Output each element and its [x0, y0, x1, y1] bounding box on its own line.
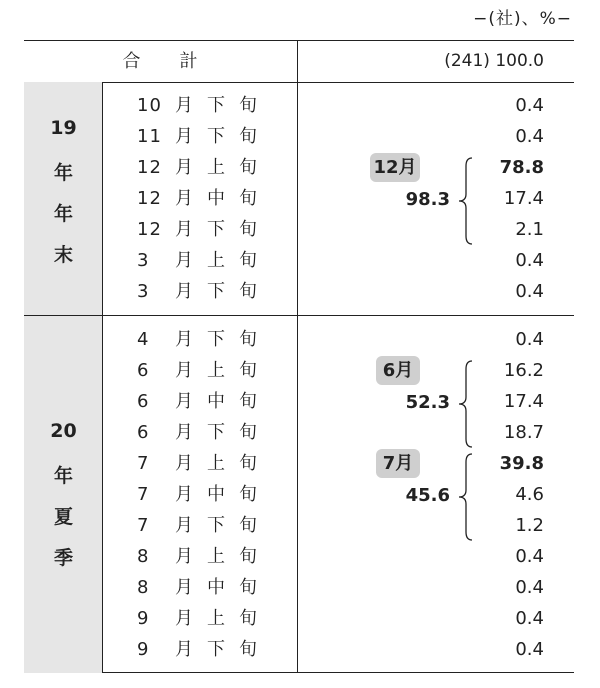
- period-part: 下: [207, 219, 226, 240]
- period-month-char: 月: [175, 250, 194, 271]
- period-month: 6: [137, 391, 150, 412]
- period-part: 下: [207, 281, 226, 302]
- period-part: 下: [207, 515, 226, 536]
- period-month: 3: [137, 250, 150, 271]
- period-month-char: 月: [175, 157, 194, 178]
- year-label-char: 年: [53, 203, 73, 225]
- period-month: 8: [137, 577, 150, 598]
- percent-value: 78.8: [499, 157, 544, 178]
- period-jun-char: 旬: [239, 422, 258, 443]
- group-brace-december: [456, 156, 476, 246]
- period-month: 9: [137, 608, 150, 629]
- period-month: 10: [137, 95, 162, 116]
- period-label: [103, 448, 297, 479]
- period-part: 上: [207, 608, 226, 629]
- period-jun-char: 旬: [239, 281, 258, 302]
- period-part: 上: [207, 250, 226, 271]
- period-label: [103, 90, 297, 121]
- period-jun-char: 旬: [239, 250, 258, 271]
- percent-value: 0.4: [515, 329, 544, 350]
- period-part: 下: [207, 639, 226, 660]
- period-month: 6: [137, 360, 150, 381]
- period-label: [103, 276, 297, 307]
- period-month: 3: [137, 281, 150, 302]
- period-month-char: 月: [175, 453, 194, 474]
- period-month: 11: [137, 126, 162, 147]
- group-brace-july: [456, 452, 476, 542]
- period-label: [103, 121, 297, 152]
- percent-value: 0.4: [515, 95, 544, 116]
- section-summer: [24, 316, 574, 673]
- period-part: 上: [207, 157, 226, 178]
- unit-note: −(社)、%−: [473, 9, 572, 29]
- period-part: 中: [207, 188, 226, 209]
- period-month: 4: [137, 329, 150, 350]
- period-part: 中: [207, 484, 226, 505]
- period-label: [103, 572, 297, 603]
- period-part: 中: [207, 391, 226, 412]
- period-month: 12: [137, 188, 162, 209]
- period-label: [103, 324, 297, 355]
- period-jun-char: 旬: [239, 360, 258, 381]
- period-jun-char: 旬: [239, 219, 258, 240]
- period-month: 7: [137, 453, 150, 474]
- total-header-row: [24, 41, 574, 83]
- distribution-table: [24, 40, 574, 673]
- percent-value: 39.8: [499, 453, 544, 474]
- period-month-char: 月: [175, 391, 194, 412]
- period-month-char: 月: [175, 95, 194, 116]
- period-jun-char: 旬: [239, 157, 258, 178]
- group-brace-june: [456, 359, 476, 449]
- percent-value: 0.4: [515, 608, 544, 629]
- period-month: 8: [137, 546, 150, 567]
- period-month-char: 月: [175, 188, 194, 209]
- period-label: [103, 541, 297, 572]
- year-label-char: 年: [53, 162, 73, 184]
- period-jun-char: 旬: [239, 639, 258, 660]
- percent-value: 0.4: [515, 250, 544, 271]
- period-label: [103, 603, 297, 634]
- period-jun-char: 旬: [239, 546, 258, 567]
- year-label-char: 夏: [53, 506, 73, 528]
- period-jun-char: 旬: [239, 577, 258, 598]
- period-month-char: 月: [175, 360, 194, 381]
- group-label-june: 6月: [376, 356, 420, 385]
- year-label-char: 年: [53, 465, 73, 487]
- period-month: 6: [137, 422, 150, 443]
- period-jun-char: 旬: [239, 391, 258, 412]
- period-part: 下: [207, 95, 226, 116]
- percent-value: 4.6: [515, 484, 544, 505]
- period-month: 12: [137, 157, 162, 178]
- period-jun-char: 旬: [239, 95, 258, 116]
- percent-value: 0.4: [515, 577, 544, 598]
- period-month-char: 月: [175, 577, 194, 598]
- year-end-label-column: [24, 82, 103, 315]
- period-jun-char: 旬: [239, 515, 258, 536]
- period-jun-char: 旬: [239, 126, 258, 147]
- period-label: [103, 386, 297, 417]
- percent-value: 0.4: [515, 281, 544, 302]
- group-subtotal-july: 45.6: [405, 485, 450, 506]
- period-month-char: 月: [175, 329, 194, 350]
- period-jun-char: 旬: [239, 188, 258, 209]
- period-label: [103, 183, 297, 214]
- percent-value: 17.4: [503, 391, 544, 412]
- period-label: [103, 479, 297, 510]
- period-part: 上: [207, 546, 226, 567]
- period-month-char: 月: [175, 608, 194, 629]
- period-month-char: 月: [175, 126, 194, 147]
- period-part: 中: [207, 577, 226, 598]
- percent-value: 17.4: [503, 188, 544, 209]
- period-part: 上: [207, 453, 226, 474]
- percent-value: 0.4: [515, 126, 544, 147]
- year-label-char: 19: [50, 117, 77, 139]
- group-subtotal-december: 98.3: [405, 189, 450, 210]
- period-part: 上: [207, 360, 226, 381]
- percent-value: 0.4: [515, 639, 544, 660]
- period-month: 12: [137, 219, 162, 240]
- period-label: [103, 355, 297, 386]
- percent-value: 2.1: [515, 219, 544, 240]
- year-label-char: 季: [53, 547, 73, 569]
- period-month: 7: [137, 515, 150, 536]
- period-month: 7: [137, 484, 150, 505]
- period-part: 下: [207, 329, 226, 350]
- period-part: 下: [207, 126, 226, 147]
- period-month: 9: [137, 639, 150, 660]
- period-month-char: 月: [175, 422, 194, 443]
- period-label: [103, 634, 297, 665]
- summer-label-column: [24, 316, 103, 673]
- percent-value: 1.2: [515, 515, 544, 536]
- period-month-char: 月: [175, 484, 194, 505]
- group-subtotal-june: 52.3: [405, 392, 450, 413]
- period-jun-char: 旬: [239, 329, 258, 350]
- period-label: [103, 510, 297, 541]
- group-label-july: 7月: [376, 449, 420, 478]
- year-label-char: 末: [53, 244, 73, 266]
- period-label: [103, 152, 297, 183]
- year-label-char: 20: [50, 420, 77, 442]
- period-label: [103, 245, 297, 276]
- period-label: [103, 417, 297, 448]
- period-month-char: 月: [175, 515, 194, 536]
- percent-value: 16.2: [503, 360, 544, 381]
- period-month-char: 月: [175, 639, 194, 660]
- total-label: 合 計: [122, 51, 199, 72]
- percent-value: 18.7: [503, 422, 544, 443]
- period-month-char: 月: [175, 219, 194, 240]
- group-label-december: 12月: [370, 153, 420, 182]
- column-divider: [297, 41, 298, 672]
- section-year-end: [24, 82, 574, 316]
- period-month-char: 月: [175, 281, 194, 302]
- period-jun-char: 旬: [239, 484, 258, 505]
- total-value: (241) 100.0: [444, 51, 544, 71]
- period-jun-char: 旬: [239, 608, 258, 629]
- period-label: [103, 214, 297, 245]
- period-jun-char: 旬: [239, 453, 258, 474]
- period-part: 下: [207, 422, 226, 443]
- percent-value: 0.4: [515, 546, 544, 567]
- period-month-char: 月: [175, 546, 194, 567]
